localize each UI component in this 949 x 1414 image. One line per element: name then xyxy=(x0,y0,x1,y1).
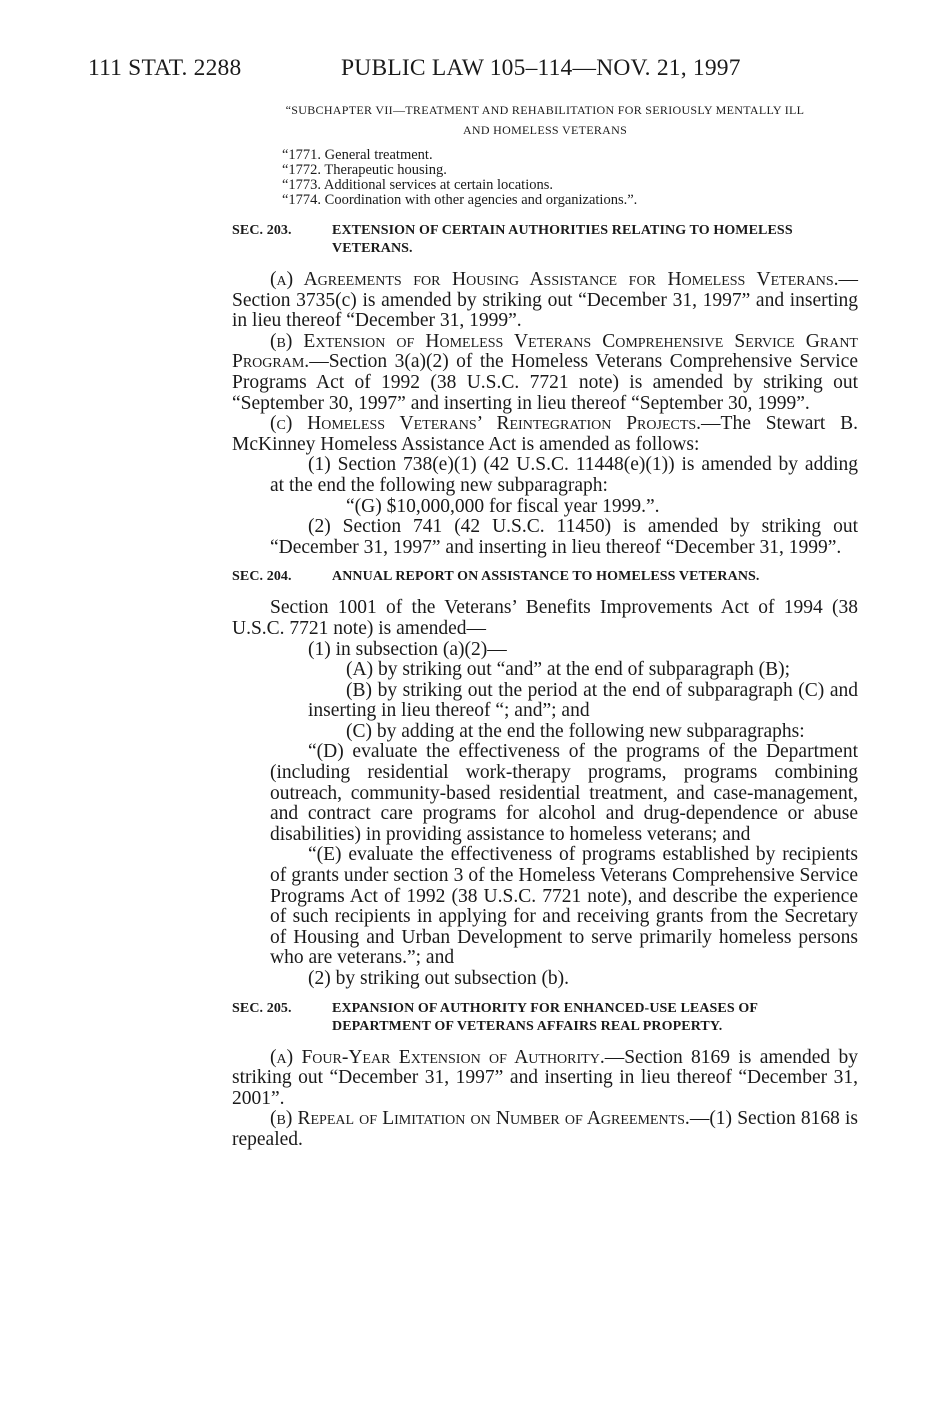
toc-item: “1772. Therapeutic housing. xyxy=(282,162,447,178)
sec205-subsection-a xyxy=(232,1048,858,1110)
document-body xyxy=(232,100,858,1151)
subsection-text: —Section 8169 is amended by striking out “December 31, 1997” and inserting in lieu thereof “December 31, 2001”. xyxy=(232,1046,858,1109)
subchapter-toc xyxy=(282,148,858,208)
toc-item: “1771. General treatment. xyxy=(282,147,433,163)
sec203-subsection-b xyxy=(232,332,858,414)
sec204-quoted-d: “(D) evaluate the effectiveness of the programs of the Department (including residential work-therapy programs, programs combining outreach, community-based residential treatment, and case-management, and contract care programs for alcohol and drug-dependence or abuse disabilities) in providing assistance to homeless veterans; and xyxy=(270,741,858,845)
subsection-text: —Section 3735(c) is amended by striking out “December 31, 1997” and inserting in lieu thereof “December 31, 1999”. xyxy=(232,269,858,332)
section-title: ANNUAL REPORT ON ASSISTANCE TO HOMELESS VETERANS. xyxy=(332,569,760,585)
section-203-heading xyxy=(232,222,858,258)
section-label: SEC. 203. xyxy=(232,223,292,238)
section-204-heading xyxy=(232,568,858,586)
sec204-subparagraph-b: (B) by striking out the period at the end of subparagraph (C) and inserting in lieu thereof “; and”; and xyxy=(308,679,858,722)
subsection-caption: (b) Repeal of Limitation on Number of Agreements. xyxy=(270,1108,690,1130)
sec204-subparagraph-c: (C) by adding at the end the following new subparagraphs: xyxy=(346,720,805,742)
sec203-paragraph-c2: (2) Section 741 (42 U.S.C. 11450) is amended by striking out “December 31, 1997” and inserting in lieu thereof “December 31, 1999”. xyxy=(270,516,858,558)
sec204-quoted-e: “(E) evaluate the effectiveness of programs established by recipients of grants under section 3 of the Homeless Veterans Comprehensive Service Programs Act of 1992 (38 U.S.C. 7721 note), and describe the experience of such recipients in applying for and receiving grants from the Secretary of Housing and Urban Development to serve primarily homeless persons who are veterans.”; and xyxy=(270,844,858,969)
toc-item: “1773. Additional services at certain locations. xyxy=(282,177,553,193)
sec204-intro: Section 1001 of the Veterans’ Benefits Improvements Act of 1994 (38 U.S.C. 7721 note) is amended— xyxy=(232,597,858,639)
sec203-subsection-a xyxy=(232,270,858,332)
subsection-caption: (a) Four-Year Extension of Authority. xyxy=(270,1046,605,1068)
sec203-quoted-g: “(G) $10,000,000 for fiscal year 1999.”. xyxy=(346,495,660,517)
sec203-paragraph-c1: (1) Section 738(e)(1) (42 U.S.C. 11448(e)(1)) is amended by adding at the end the following new subparagraph: xyxy=(270,454,858,496)
subsection-caption: (b) Extension of Homeless Veterans Comprehensive Service Grant Program. xyxy=(232,330,858,373)
section-205-heading xyxy=(232,1000,858,1036)
section-title: EXTENSION OF CERTAIN AUTHORITIES RELATING TO HOMELESS VETERANS. xyxy=(332,223,793,256)
subchapter-heading-line-1: “SUBCHAPTER VII—TREATMENT AND REHABILITATION FOR SERIOUSLY MENTALLY ILL xyxy=(285,103,805,117)
subsection-text: —The Stewart B. McKinney Homeless Assistance Act is amended as follows: xyxy=(232,413,858,455)
subsection-caption: (c) Homeless Veterans’ Reintegration Projects. xyxy=(270,413,702,435)
section-label: SEC. 204. xyxy=(232,569,292,585)
sec204-paragraph-1: (1) in subsection (a)(2)— xyxy=(308,638,507,660)
section-label: SEC. 205. xyxy=(232,1000,292,1016)
section-title: EXPANSION OF AUTHORITY FOR ENHANCED-USE LEASES OF DEPARTMENT OF VETERANS AFFAIRS REAL PROPERTY. xyxy=(332,1000,758,1034)
subsection-text: —(1) Section 8168 is repealed. xyxy=(232,1108,858,1150)
subchapter-heading xyxy=(232,100,858,140)
sec205-subsection-b xyxy=(232,1109,858,1150)
statute-page-number: 111 STAT. 2288 xyxy=(88,55,242,81)
public-law-date: PUBLIC LAW 105–114—NOV. 21, 1997 xyxy=(341,55,741,81)
subsection-text: —Section 3(a)(2) of the Homeless Veterans Comprehensive Service Programs Act of 1992 (38 U.S.C. 7721 note) is amended by striking out “September 30, 1997” and inserting in lieu thereof “September 30, 1999”. xyxy=(232,351,858,414)
sec203-subsection-c xyxy=(232,414,858,455)
sec204-subparagraph-a: (A) by striking out “and” at the end of subparagraph (B); xyxy=(346,659,791,681)
subchapter-heading-line-2: AND HOMELESS VETERANS xyxy=(462,123,628,137)
subsection-caption: (a) Agreements for Housing Assistance for Homeless Veterans. xyxy=(270,269,839,290)
sec204-paragraph-2: (2) by striking out subsection (b). xyxy=(308,968,570,989)
toc-item: “1774. Coordination with other agencies and organizations.”. xyxy=(282,192,638,208)
